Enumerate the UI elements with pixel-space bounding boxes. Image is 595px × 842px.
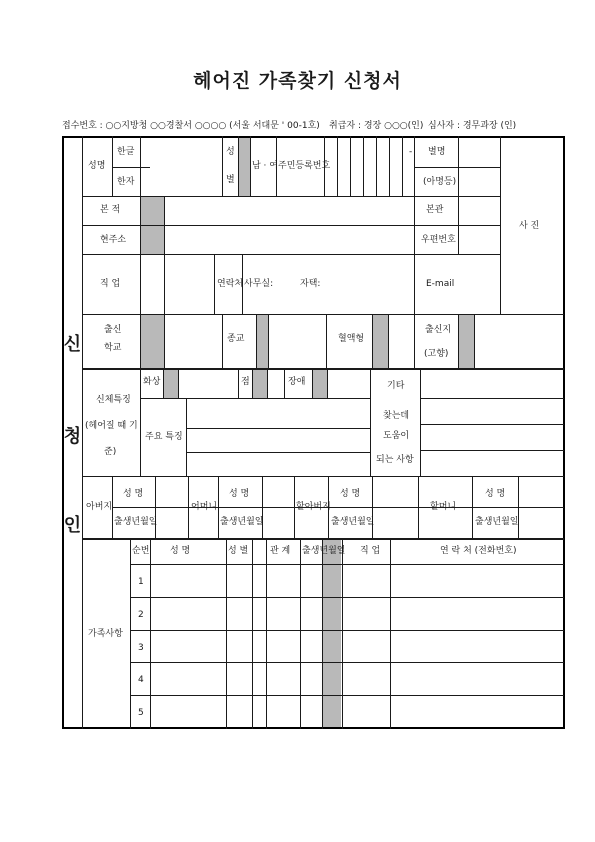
shade [372, 314, 388, 368]
label-grandfather: 할아버지 [296, 502, 331, 512]
label-mother-name: 성 명 [229, 489, 250, 499]
label-gender-b: 별 [226, 175, 235, 185]
label-etc-a: 기타 [387, 381, 405, 391]
shade [238, 138, 250, 196]
label-body-features: 신체특징 [96, 395, 131, 405]
label-father-name: 성 명 [123, 489, 144, 499]
resident-dash: - [409, 147, 413, 157]
label-main-features: 주요 특징 [145, 432, 183, 442]
label-resident-no: 주민등록번호 [278, 161, 331, 171]
col-header-no: 순번 [132, 546, 150, 556]
label-name: 성명 [88, 161, 106, 171]
label-mother-dob: 출생년월일 [220, 517, 264, 527]
label-email: E-mail [426, 279, 455, 289]
shade [252, 370, 267, 398]
side-label-1: 신 [63, 334, 82, 355]
side-label-3: 인 [63, 515, 82, 536]
label-mother: 어머니 [191, 502, 218, 512]
label-contact: 연락처 [217, 279, 244, 289]
label-burn: 화상 [143, 377, 161, 387]
row-number: 1 [138, 577, 144, 587]
label-hometown-a: 출신지 [425, 325, 452, 335]
gender-value: 남 · 여 [252, 161, 278, 171]
label-hangul: 한글 [117, 147, 135, 157]
label-family: 가족사항 [88, 629, 123, 639]
col-header-relation: 관 계 [270, 546, 291, 556]
label-office: 사무실: [244, 279, 274, 289]
label-clan: 본관 [426, 205, 444, 215]
row-number: 3 [138, 643, 144, 653]
label-father-dob: 출생년월일 [114, 517, 158, 527]
shade [312, 370, 327, 398]
label-etc-c: 도움이 [383, 431, 410, 441]
label-religion: 종교 [227, 334, 245, 344]
label-etc-d: 되는 사항 [376, 455, 414, 465]
receipt-number: 접수번호 : ○○지방청 ○○경찰서 ○○○○ (서울 서대문 ' 00-1호) [62, 121, 320, 131]
label-home: 자택: [300, 279, 321, 289]
label-body-features-b: (헤어질 때 기 [85, 421, 138, 431]
shade [323, 540, 341, 728]
label-school-b: 학교 [104, 343, 122, 353]
label-grandmother-name: 성 명 [485, 489, 506, 499]
shade [256, 314, 268, 368]
label-mole: 점 [241, 377, 250, 387]
label-father: 아버지 [86, 502, 113, 512]
label-alias-b: (아명등) [423, 177, 457, 187]
row-number: 4 [138, 675, 144, 685]
side-label-2: 청 [63, 426, 82, 447]
label-alias-a: 별명 [428, 147, 446, 157]
col-header-name: 성 명 [170, 546, 191, 556]
label-grandmother: 할머니 [430, 502, 457, 512]
reviewer: 심사자 : 경무과장 (인) [428, 121, 517, 131]
col-header-job: 직 업 [360, 546, 381, 556]
label-grandmother-dob: 출생년월일 [475, 517, 519, 527]
label-postal: 우편번호 [421, 235, 456, 245]
label-grandfather-name: 성 명 [340, 489, 361, 499]
label-job: 직 업 [100, 279, 121, 289]
label-address: 현주소 [100, 235, 127, 245]
handler: 취급자 : 경장 ○○○(인) [329, 121, 424, 131]
label-hanja: 한자 [117, 177, 135, 187]
col-header-dob: 출생년월일 [302, 546, 346, 556]
shade [163, 370, 178, 398]
photo-box: 사 진 [519, 221, 540, 231]
label-body-features-c: 준) [104, 447, 117, 457]
label-gender-a: 성 [226, 147, 235, 157]
label-hometown-b: (고향) [424, 349, 449, 359]
shade [458, 314, 474, 368]
shade [140, 314, 164, 368]
label-domicile: 본 적 [100, 205, 121, 215]
col-header-contact: 연 락 처 (전화번호) [440, 546, 517, 556]
label-school-a: 출신 [104, 325, 122, 335]
page-title: 헤어진 가족찾기 신청서 [193, 70, 402, 92]
label-disability: 장애 [288, 377, 306, 387]
col-header-gender: 성 별 [228, 546, 249, 556]
row-number: 5 [138, 708, 144, 718]
label-grandfather-dob: 출생년월일 [331, 517, 375, 527]
row-number: 2 [138, 610, 144, 620]
label-blood: 혈액형 [338, 334, 365, 344]
label-etc-b: 찾는데 [383, 411, 410, 421]
